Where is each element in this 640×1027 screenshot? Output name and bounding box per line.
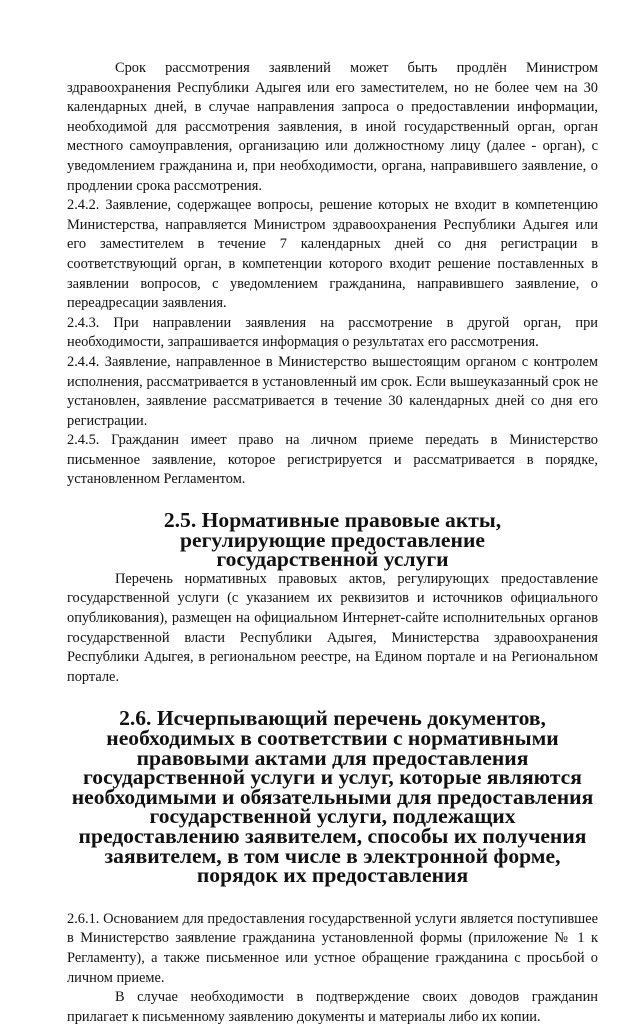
paragraph-2-6-1: 2.6.1. Основанием для предоставления государственной услуги является поступившее в Министерство заявление гражданина установленной формы (приложение № 1 к Регламенту), а также письменное или устное обращение гражданина с просьбой о личном приеме. [67,910,598,986]
section-heading-2-6: 2.6. Исчерпывающий перечень документов, необходимых в соответствии с нормативными правовыми актами для предоставления государственной услуги и услуг, которые являются необходимыми и обязательными для предоставления государственной услуги, подлежащих предоставлению заявителем, способы их получения заявителем, в том числе в электронной форме, порядок их предоставления [71,706,594,888]
paragraph-2-4-2: 2.4.2. Заявление, содержащее вопросы, решение которых не входит в компетенцию Министерства, направляется Министром здравоохранения Республики Адыгея или его заместителем в течение 7 календарных дней со дня регистрации в соответствующий орган, в компетенции которого входит решение поставленных в заявлении вопросов, с уведомлением гражданина, направившего заявление, о переадресации заявления. [67,197,598,312]
paragraph-2-4-5: 2.4.5. Гражданин имеет право на личном приеме передать в Министерство письменное заявление, которое регистрируется и рассматривается в порядке, установленном Регламентом. [67,432,598,488]
paragraph-2-4-4: 2.4.4. Заявление, направленное в Министерство вышестоящим органом с контролем исполнения, рассматривается в установленный им срок. Если вышеуказанный срок не установлен, заявление рассматривается в течение 30 календарных дней со дня его регистрации. [67,353,598,429]
paragraph-2-5: Перечень нормативных правовых актов, регулирующих предоставление государственной услуги (с указанием их реквизитов и источников официального опубликования), размещен на официальном Интернет-сайте исполнительных органов государственной власти Республики Адыгея, Министерства здравоохранения Республики Адыгея, в региональном реестре, на Едином портале и на Региональном портале. [67,570,598,685]
paragraph-2-4-3: 2.4.3. При направлении заявления на рассмотрение в другой орган, при необходимости, запрашивается информация о результатах его рассмотрения. [67,314,598,351]
section-heading-2-5: 2.5. Нормативные правовые акты, регулирующие предоставление государственной услуги [163,508,502,572]
section-spacer [67,886,598,910]
paragraph-term-extension: Срок рассмотрения заявлений может быть продлён Министром здравоохранения Республики Адыгея или его заместителем, но не более чем на 30 календарных дней, в случае направления запроса о предоставлении информации, необходимой для рассмотрения заявления, в иной государственный орган, орган местного самоуправления, организацию или должностному лицу (далее - орган), с уведомлением гражданина и, при необходимости, органа, направившего заявление, о продлении срока рассмотрения. [67,60,598,194]
paragraph-supporting-documents: В случае необходимости в подтверждение своих доводов гражданин прилагает к письменному заявлению документы и материалы либо их копии. [67,989,598,1025]
